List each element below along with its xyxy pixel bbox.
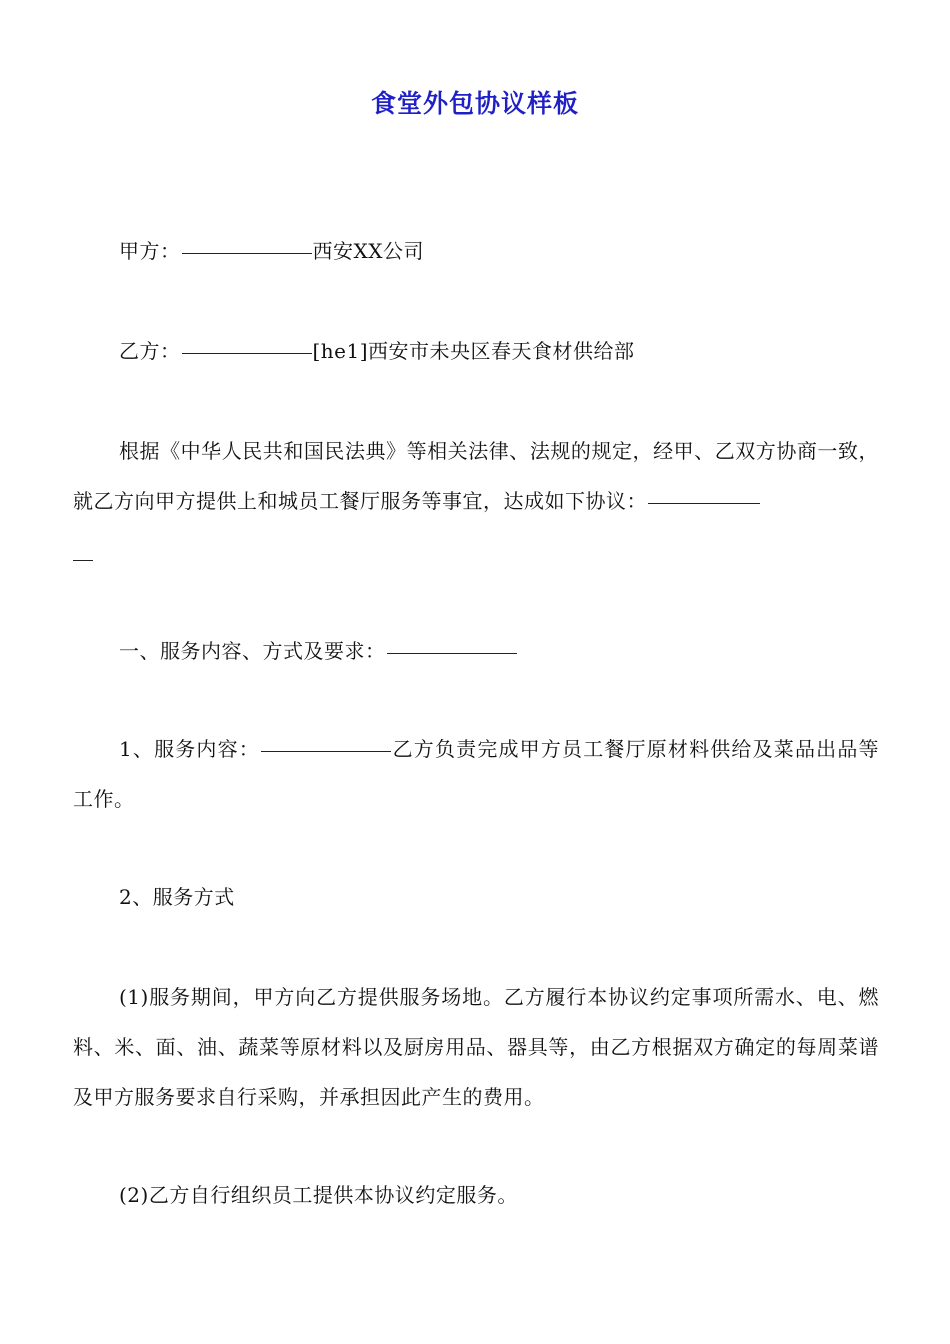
item1-label: 1、服务内容：: [119, 737, 260, 761]
party-b-blank: [182, 352, 312, 354]
preamble-text: 根据《中华人民共和国民法典》等相关法律、法规的规定，经甲、乙双方协商一致，就乙方向甲方提供上和城员工餐厅服务等事宜，达成如下协议：: [73, 439, 879, 513]
party-b-value: [he1]西安市未央区春天食材供给部: [312, 339, 635, 363]
preamble-blank-continued: [73, 560, 93, 561]
item1-paragraph: [73, 724, 879, 824]
item2-heading: 2、服务方式: [119, 885, 235, 909]
party-b-label: 乙方：: [119, 339, 181, 363]
item1-text: 乙方负责完成甲方员工餐厅原材料供给及菜品出品等工作。: [73, 737, 879, 811]
item1-blank: [261, 750, 391, 752]
party-a-label: 甲方：: [119, 239, 181, 263]
party-b-line: [73, 326, 879, 376]
item2-1-paragraph: (1)服务期间，甲方向乙方提供服务场地。乙方履行本协议约定事项所需水、电、燃料、米、面、油、蔬菜等原材料以及厨房用品、器具等，由乙方根据双方确定的每周菜谱及甲方服务要求自行采购，并承担因此产生的费用。: [73, 985, 879, 1109]
preamble-paragraph: [73, 426, 879, 526]
preamble-blank: [648, 502, 760, 504]
party-a-line: [73, 226, 879, 276]
section1-blank: [387, 652, 517, 654]
party-a-value: 西安XX公司: [312, 239, 424, 263]
document-title: 食堂外包协议样板: [370, 89, 579, 118]
section1-heading-text: 一、服务内容、方式及要求：: [119, 639, 386, 663]
item2-2-paragraph: (2)乙方自行组织员工提供本协议约定服务。: [119, 1183, 518, 1207]
section1-heading: [73, 626, 879, 676]
party-a-blank: [182, 252, 312, 254]
